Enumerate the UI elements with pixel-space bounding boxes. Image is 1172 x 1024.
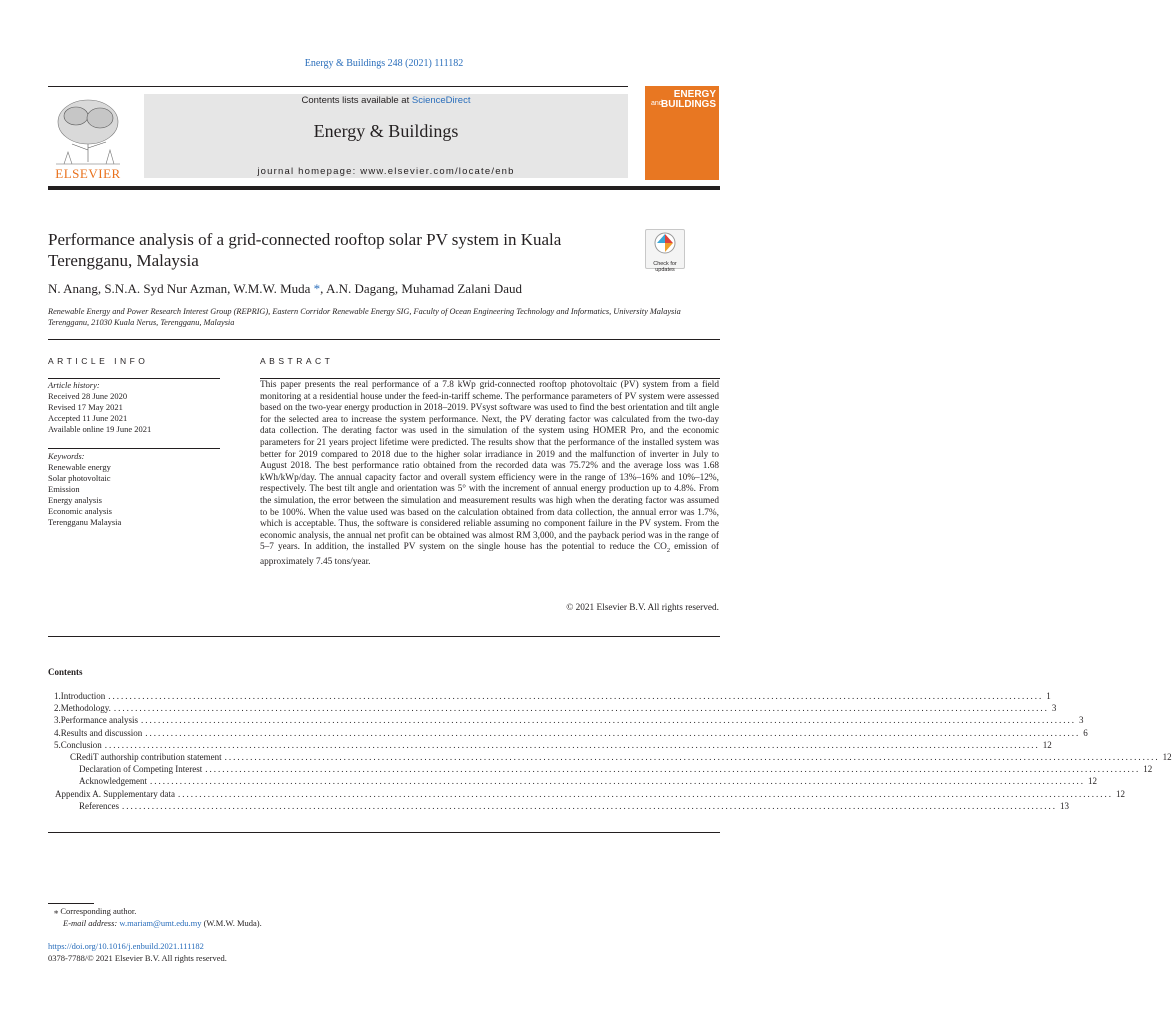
journal-cover-thumbnail xyxy=(645,86,719,180)
toc-page-number[interactable]: 3 xyxy=(1051,703,1057,714)
toc-page-number[interactable]: 12 xyxy=(1042,739,1052,750)
history-online: Available online 19 June 2021 xyxy=(48,424,152,434)
toc-row[interactable] xyxy=(48,776,1097,788)
keyword-item: Emission xyxy=(48,484,80,494)
cover-title-line2: BUILDINGS xyxy=(661,99,716,110)
email-label: E-mail address: xyxy=(63,917,120,928)
keyword-item: Renewable energy xyxy=(48,462,111,472)
affiliation: Renewable Energy and Power Research Interest Group (REPRIG), Eastern Corridor Renewable Energy SIG, Faculty of Ocean Engineering Technology and Informatics, University Malaysia Terengganu, 21030 Kuala Nerus, Terengganu, Malaysia xyxy=(48,307,681,327)
authors-part1: N. Anang, S.N.A. Syd Nur Azman, W.M.W. Muda xyxy=(48,281,311,296)
email-line xyxy=(48,918,548,930)
contents-heading: Contents xyxy=(48,667,83,677)
footnote-rule xyxy=(48,903,94,904)
article-info-rule xyxy=(48,378,220,379)
header-thick-rule xyxy=(48,186,720,190)
toc-label[interactable]: Appendix A. Supplementary data xyxy=(55,788,175,799)
abstract-rule xyxy=(260,378,720,379)
cover-and: and xyxy=(651,100,663,107)
authors-part2: , A.N. Dagang, Muhamad Zalani Daud xyxy=(320,281,522,296)
toc-page-number[interactable]: 12 xyxy=(1115,788,1125,799)
journal-citation[interactable]: Energy & Buildings 248 (2021) 111182 xyxy=(304,58,464,69)
keyword-item: Terengganu Malaysia xyxy=(48,517,122,527)
toc-number: 5. xyxy=(54,739,61,750)
doi-link[interactable]: https://doi.org/10.1016/j.enbuild.2021.111182 xyxy=(48,941,204,951)
footnote-mark: ⁎ xyxy=(54,906,59,916)
author-list xyxy=(48,281,688,297)
toc-row[interactable] xyxy=(48,764,1153,776)
toc-leader-dots: ............................................................................................................................................................................................................................ xyxy=(108,691,1044,701)
toc-leader-dots: ............................................................................................................................................................................................................................ xyxy=(145,727,1081,738)
abstract-text-main: This paper presents the real performance of a 7.8 kWp grid-connected rooftop photovoltaic (PV) system from a field monitoring at a residential house under the feed-in-tariff scheme. The performance parameters of PV system were assessed based on the two-year energy production in 2018–2019. PVsyst software was used to find the best orientation and tilt angle for the selected area to increase the system performance. Next, the PV derating factor was calculated from the two-day data collection. The derating factor was used in the simulation of the system using HOMER Pro, and the economic parameters for 21 years project lifetime were predicted. The results show that the performance of the installed system was better for 2019 compared to 2018 due to the higher solar irradiance in 2019 and the malfunction of inverter in July to August 2018. The best performance ratio obtained from the recorded data was 75.72% and the average loss was 1.68 kWh/kWp/day. The annual capacity factor and overall system efficiency were in the range of 13%–16% and 10%–12%, respectively. The best tilt angle and orientation was 5° with the increment of annual energy production up to 4.8%. From the simulation, the error between the simulation and measurement results was high when the derating factor was assumed to be 100%. When the value used was based on the calculation obtained from data collection, the annual error was 1.7%, which is acceptable. Thus, the software is considered reliable assuming no component failure in the PV system. From the economic analysis, the annual net profit can be obtained was almost RM 3,000, and the payback period was in the range of 5–7 years. In addition, the installed PV system on the single house has the potential to reduce the CO xyxy=(260,380,719,553)
toc-number: 1. xyxy=(54,691,61,701)
keyword-item: Economic analysis xyxy=(48,506,112,516)
toc-label[interactable]: Acknowledgement xyxy=(79,776,147,787)
abstract-text-end: emission of approximately 7.45 tons/year. xyxy=(260,542,719,567)
toc-leader-dots: ............................................................................................................................................................................................................................ xyxy=(113,703,1049,714)
history-received: Received 28 June 2020 xyxy=(48,391,128,401)
toc-page-number[interactable]: 12 xyxy=(1143,764,1153,775)
email-suffix: (W.M.W. Muda). xyxy=(201,917,262,928)
toc-label[interactable]: References xyxy=(79,800,119,811)
doi-block xyxy=(48,941,548,964)
table-of-contents xyxy=(48,691,1172,813)
history-label: Article history: xyxy=(48,380,100,390)
toc-leader-dots: ............................................................................................................................................................................................................................ xyxy=(121,800,1057,811)
toc-page-number[interactable]: 6 xyxy=(1083,727,1088,738)
abstract-body xyxy=(260,380,719,568)
toc-label[interactable]: Methodology. xyxy=(60,703,111,714)
toc-row[interactable] xyxy=(48,788,1125,801)
toc-label[interactable]: Results and discussion xyxy=(60,727,143,738)
corresponding-text: Corresponding author. xyxy=(58,906,137,916)
article-history xyxy=(48,380,220,435)
issn-line: 0378-7788/© 2021 Elsevier B.V. All rights reserved. xyxy=(48,952,227,963)
toc-leader-dots: ............................................................................................................................................................................................................................ xyxy=(177,788,1113,799)
toc-leader-dots: ............................................................................................................................................................................................................................ xyxy=(149,776,1085,787)
toc-leader-dots: ............................................................................................................................................................................................................................ xyxy=(205,764,1141,775)
history-accepted: Accepted 11 June 2021 xyxy=(48,413,128,423)
toc-label[interactable]: Conclusion xyxy=(60,739,102,750)
toc-label[interactable]: CRediT authorship contribution statement xyxy=(70,751,222,762)
keywords xyxy=(48,451,220,528)
toc-row[interactable] xyxy=(48,715,1084,727)
toc-page-number[interactable]: 13 xyxy=(1059,800,1069,811)
toc-row[interactable] xyxy=(48,800,1069,813)
toc-page-number[interactable]: 12 xyxy=(1087,776,1097,787)
toc-page-number[interactable]: 12 xyxy=(1162,751,1172,762)
header-top-rule xyxy=(48,86,628,87)
toc-leader-dots: ............................................................................................................................................................................................................................ xyxy=(140,715,1076,726)
keyword-item: Energy analysis xyxy=(48,495,102,505)
history-revised: Revised 17 May 2021 xyxy=(48,402,123,412)
email-link[interactable]: w.mariam@umt.edu.my xyxy=(119,917,202,928)
toc-row[interactable] xyxy=(48,691,1051,703)
abstract-subscript: 2 xyxy=(666,547,671,555)
crossmark-button[interactable] xyxy=(645,229,685,273)
abstract-heading: ABSTRACT xyxy=(260,356,334,366)
toc-number: 3. xyxy=(54,715,61,726)
abstract-copyright: © 2021 Elsevier B.V. All rights reserved. xyxy=(566,603,719,613)
corresponding-author-mark[interactable]: * xyxy=(310,281,321,296)
crossmark-icon xyxy=(646,230,684,256)
toc-page-number[interactable]: 1 xyxy=(1046,691,1051,701)
section-rule-bottom xyxy=(48,832,720,833)
article-title: Performance analysis of a grid-connected rooftop solar PV system in Kuala Terengganu, Malaysia xyxy=(48,230,562,270)
section-rule-top xyxy=(48,339,720,340)
journal-homepage[interactable]: journal homepage: www.elsevier.com/locate/enb xyxy=(257,166,515,177)
cover-title xyxy=(661,90,716,110)
toc-leader-dots: ............................................................................................................................................................................................................................ xyxy=(104,739,1040,750)
contents-available-text: Contents lists available at xyxy=(301,95,412,106)
keywords-rule xyxy=(48,448,220,449)
toc-number: 4. xyxy=(54,727,61,738)
sciencedirect-link[interactable]: ScienceDirect xyxy=(411,95,471,106)
section-rule-mid xyxy=(48,636,720,637)
keyword-item: Solar photovoltaic xyxy=(48,473,111,483)
crossmark-label: Check for updates xyxy=(653,261,677,273)
article-info-heading: ARTICLE INFO xyxy=(48,356,149,366)
corresponding-author-note xyxy=(48,906,548,918)
journal-title: Energy & Buildings xyxy=(313,121,459,141)
elsevier-wordmark: ELSEVIER xyxy=(55,166,121,181)
toc-row[interactable] xyxy=(48,751,1172,764)
toc-label[interactable]: Performance analysis xyxy=(60,715,138,726)
toc-page-number[interactable]: 3 xyxy=(1078,715,1084,726)
cover-title-line1: ENERGY xyxy=(673,89,716,100)
toc-row[interactable] xyxy=(48,703,1057,715)
toc-leader-dots: ............................................................................................................................................................................................................................ xyxy=(224,751,1160,762)
toc-row[interactable] xyxy=(48,727,1088,740)
toc-label[interactable]: Declaration of Competing Interest xyxy=(79,764,203,775)
toc-row[interactable] xyxy=(48,739,1052,752)
toc-number: 2. xyxy=(54,703,61,714)
footnote-block xyxy=(48,906,548,929)
toc-label[interactable]: Introduction xyxy=(60,691,106,701)
keywords-label: Keywords: xyxy=(48,451,85,461)
contents-available-line xyxy=(144,95,628,106)
